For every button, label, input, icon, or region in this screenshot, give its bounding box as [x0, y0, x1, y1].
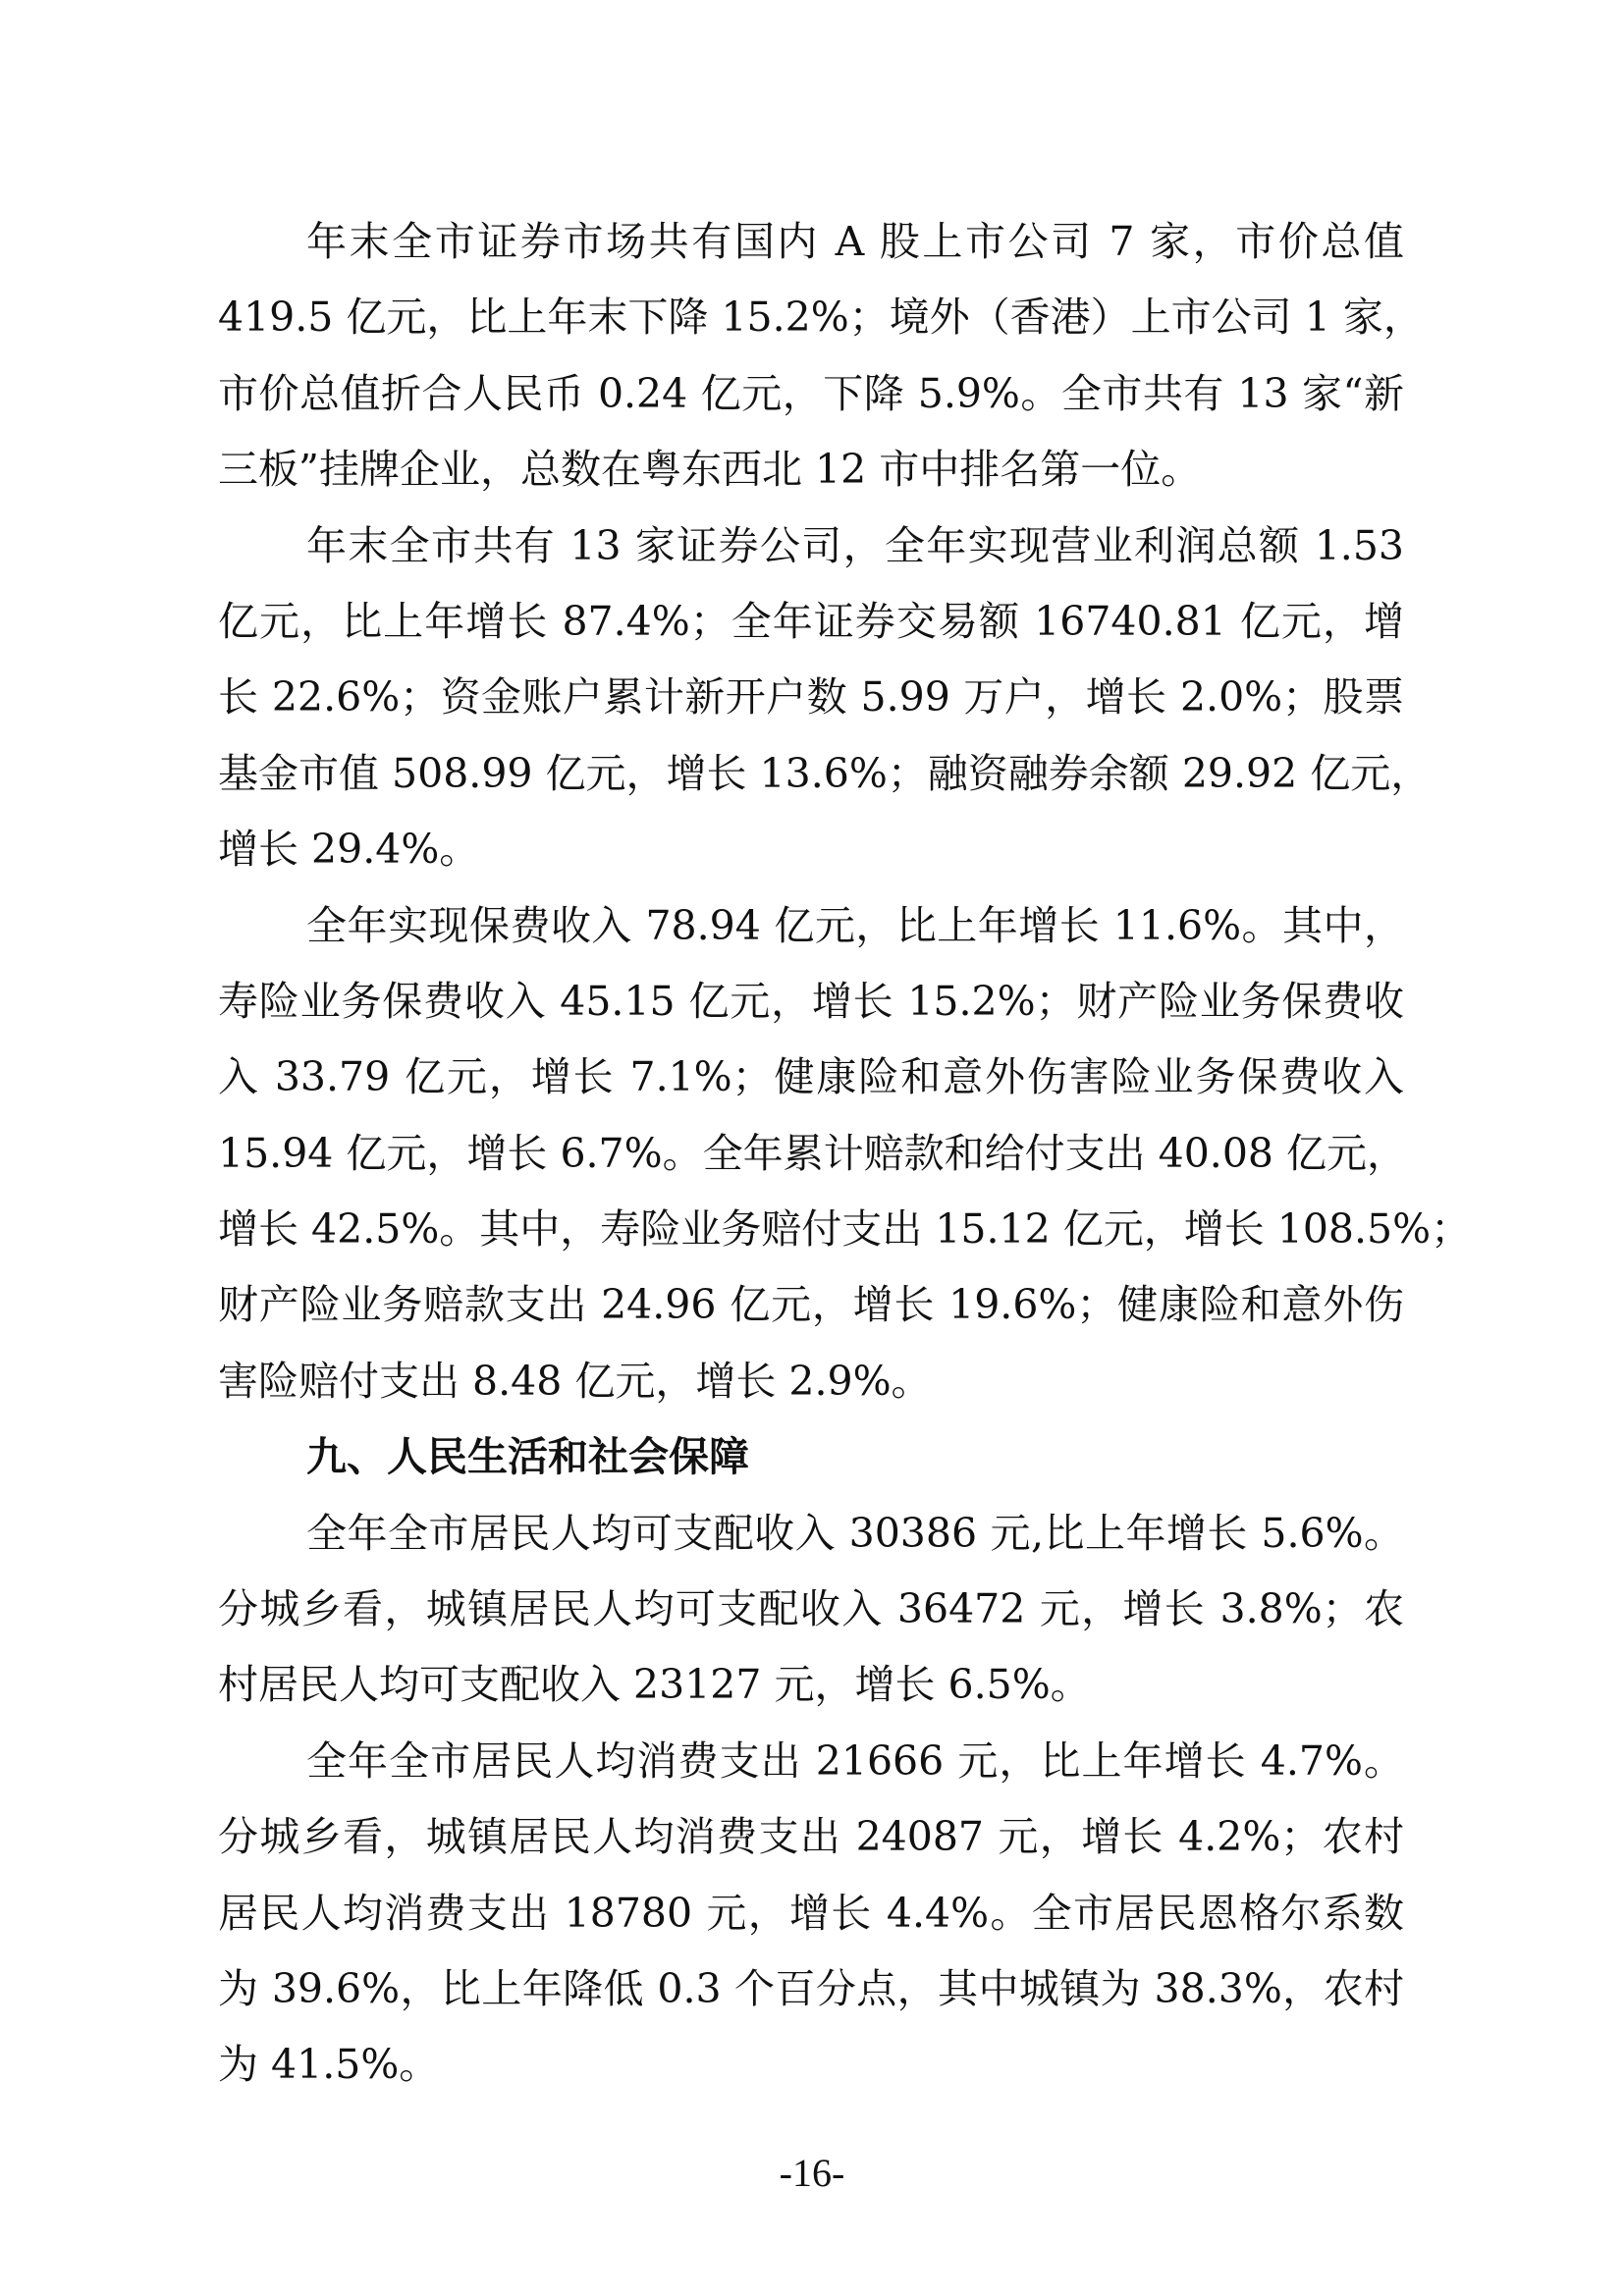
text-line: 增长 29.4%。	[218, 826, 480, 874]
paragraph-consumption-expenditure	[218, 1724, 1404, 2104]
text-line: 年末全市证券市场共有国内 A 股上市公司 7 家，市价总值	[306, 218, 1404, 265]
text-line: 居民人均消费支出 18780 元，增长 4.4%。全市居民恩格尔系数	[218, 1889, 1404, 1937]
text-line: 分城乡看，城镇居民人均消费支出 24087 元，增长 4.2%；农村	[218, 1813, 1404, 1861]
text-line: 市价总值折合人民币 0.24 亿元，下降 5.9%。全市共有 13 家“新	[218, 369, 1404, 417]
text-line: 全年全市居民人均可支配收入 30386 元,比上年增长 5.6%。	[306, 1509, 1404, 1557]
page-number: -16-	[779, 2151, 845, 2195]
paragraph-securities-companies	[218, 508, 1432, 888]
text-line: 为 41.5%。	[218, 2041, 440, 2089]
text-line: 增长 42.5%。其中，寿险业务赔付支出 15.12 亿元，增长 108.5%；	[218, 1205, 1472, 1254]
text-line: 村居民人均可支配收入 23127 元，增长 6.5%。	[218, 1661, 1091, 1709]
text-line: 财产险业务赔款支出 24.96 亿元，增长 19.6%；健康险和意外伤	[218, 1281, 1404, 1329]
text-line: 害险赔付支出 8.48 亿元，增长 2.9%。	[218, 1357, 932, 1405]
text-line: 长 22.6%；资金账户累计新开户数 5.99 万户，增长 2.0%；股票	[218, 673, 1404, 721]
text-line: 为 39.6%，比上年降低 0.3 个百分点，其中城镇为 38.3%，农村	[218, 1964, 1404, 2012]
paragraph-insurance	[218, 888, 1472, 1420]
text-line: 年末全市共有 13 家证券公司，全年实现营业利润总额 1.53	[306, 521, 1404, 569]
text-line: 419.5 亿元，比上年末下降 15.2%；境外（香港）上市公司 1 家，	[218, 294, 1424, 342]
paragraph-disposable-income	[218, 1496, 1404, 1724]
paragraph-securities-listed	[218, 204, 1424, 508]
text-line: 全年全市居民人均消费支出 21666 元，比上年增长 4.7%。	[306, 1736, 1404, 1785]
text-line: 全年实现保费收入 78.94 亿元，比上年增长 11.6%。其中，	[306, 901, 1404, 949]
text-line: 三板”挂牌企业，总数在粤东西北 12 市中排名第一位。	[218, 446, 1202, 494]
text-line: 15.94 亿元，增长 6.7%。全年累计赔款和给付支出 40.08 亿元，	[218, 1129, 1408, 1177]
document-page	[218, 204, 1472, 2104]
text-line: 分城乡看，城镇居民人均可支配收入 36472 元，增长 3.8%；农	[218, 1585, 1404, 1633]
text-line: 入 33.79 亿元，增长 7.1%；健康险和意外伤害险业务保费收入	[218, 1053, 1404, 1101]
section-heading: 九、人民生活和社会保障	[306, 1433, 749, 1481]
text-line: 寿险业务保费收入 45.15 亿元，增长 15.2%；财产险业务保费收	[218, 977, 1404, 1025]
text-line: 亿元，比上年增长 87.4%；全年证券交易额 16740.81 亿元，增	[218, 597, 1404, 645]
text-line: 基金市值 508.99 亿元，增长 13.6%；融资融券余额 29.92 亿元，	[218, 749, 1432, 797]
